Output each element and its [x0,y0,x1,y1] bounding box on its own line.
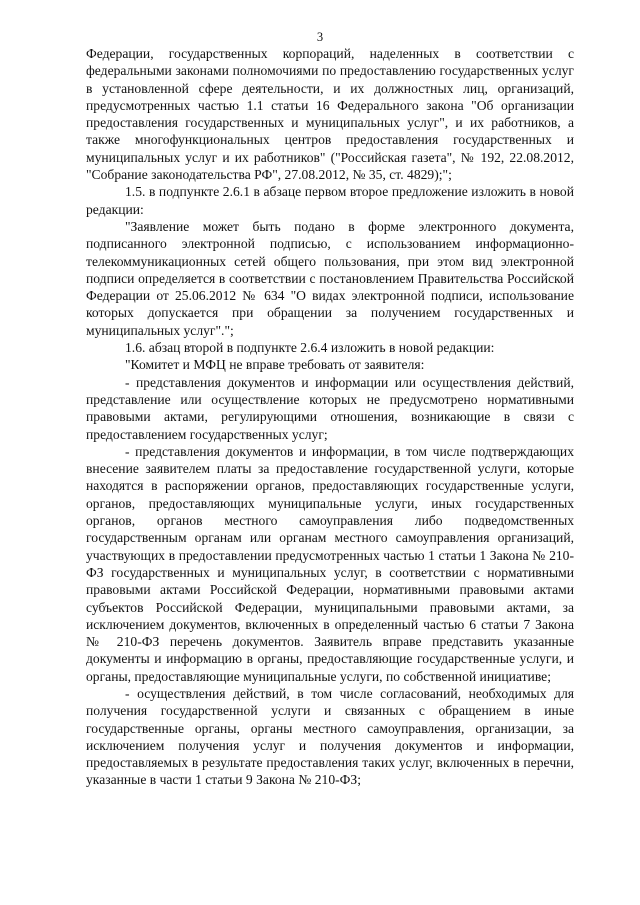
document-body [86,45,574,789]
list-item-actions: - осуществления действий, в том числе согласований, необходимых для получения государственной услуги и связанных с обращением в иные государственные органы, органы местного самоуправления, организации, за исключением получения услуг и получения документов и информации, предоставляемых в результате предоставления таких услуг, включенных в перечни, указанные в части 1 статьи 9 Закона № 210-ФЗ; [86,685,574,788]
paragraph-quote-application: "Заявление может быть подано в форме электронного документа, подписанного электронной подписью, с использованием информационно-телекоммуникационных сетей общего пользования, при этом вид электронной подписи определяется в соответствии с постановлением Правительства Российской Федерации от 25.06.2012 № 634 "О видах электронной подписи, использование которых допускается при обращении за получением государственных и муниципальных услуг"."; [86,218,574,338]
page-number: 3 [316,30,324,44]
paragraph-item-1-6: 1.6. абзац второй в подпункте 2.6.4 изложить в новой редакции: [125,340,495,356]
paragraph-quote-committee: "Комитет и МФЦ не вправе требовать от заявителя: [125,357,425,373]
list-item-payment: - представления документов и информации, в том числе подтверждающих внесение заявителем платы за предоставление государственной услуги, которые находятся в распоряжении органов, предоставляющих государственные услуги, органов, предоставляющих муниципальные услуги, иных государственных органов, органов местного самоуправления либо подведомственных государственным органам или органам местного самоуправления организаций, участвующих в предоставлении предусмотренных частью 1 статьи 1 Закона № 210-ФЗ государственных и муниципальных услуг, в соответствии с нормативными правовыми актами Российской Федерации, нормативными правовыми актами субъектов Российской Федерации, муниципальными правовыми актами, за исключением документов, включенных в определенный частью 6 статьи 7 Закона № 210-ФЗ перечень документов. Заявитель вправе представить указанные документы и информацию в органы, предоставляющие государственные услуги, и органы, предоставляющие муниципальные услуги, по собственной инициативе; [86,443,574,684]
paragraph-item-1-5: 1.5. в подпункте 2.6.1 в абзаце первом второе предложение изложить в новой редакции: [86,184,574,217]
list-item-documents: - представления документов и информации или осуществления действий, представление или осуществление которых не предусмотрено нормативными правовыми актами, регулирующими отношения, возникающие в связи с предоставлением государственных услуг; [86,374,574,442]
paragraph-continuation: Федерации, государственных корпораций, наделенных в соответствии с федеральными законами полномочиями по предоставлению государственных услуг в установленной сфере деятельности, и их должностных лиц, организаций, предусмотренных частью 1.1 статьи 16 Федерального закона "Об организации предоставления государственных и муниципальных услуг", и их работников, а также многофункциональных центров предоставления государственных и муниципальных услуг и их работников" ("Российская газета", № 192, 22.08.2012, "Собрание законодательства РФ", 27.08.2012, № 35, ст. 4829);"; [86,46,574,183]
